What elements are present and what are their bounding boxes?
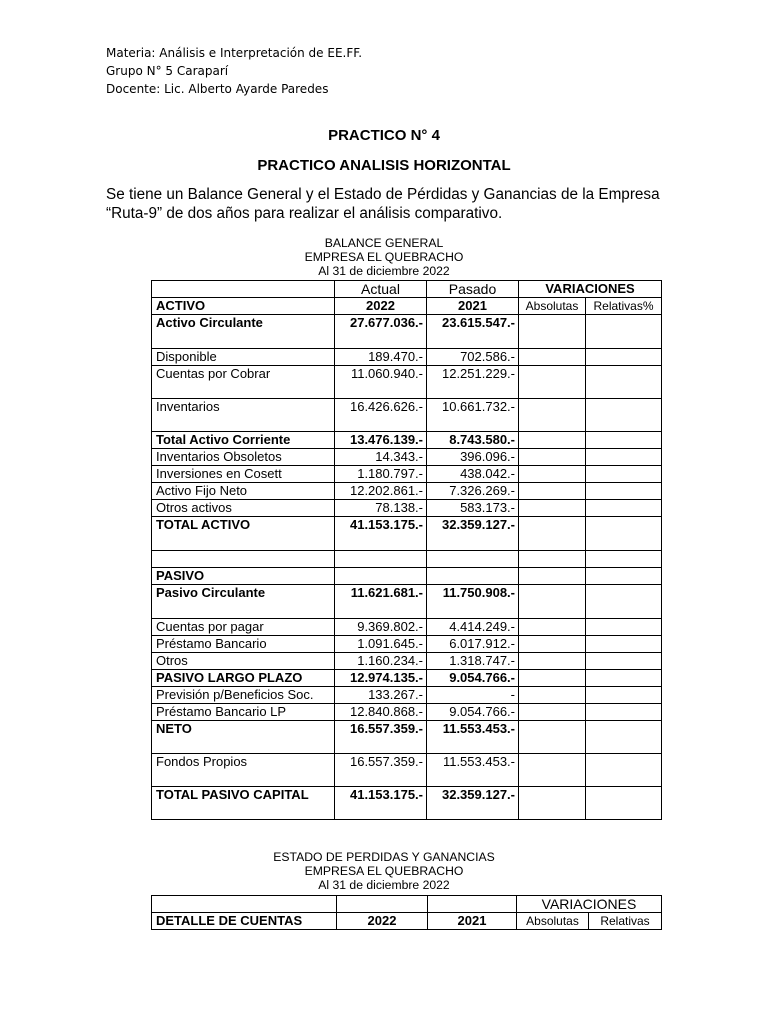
head-2022: 2022: [335, 298, 427, 315]
row-value-2022: 16.557.359.-: [335, 721, 427, 754]
row-value-2021: 4.414.249.-: [427, 619, 519, 636]
row-var-absoluta: [519, 687, 586, 704]
head-2021: 2021: [427, 298, 519, 315]
row-value-2022: 41.153.175.-: [335, 787, 427, 820]
row-value-2021: 32.359.127.-: [427, 517, 519, 551]
row-value-2021: [427, 551, 519, 568]
row-label: Cuentas por pagar: [152, 619, 335, 636]
table-row: [152, 500, 662, 517]
row-var-absoluta: [519, 585, 586, 619]
document-header: [106, 44, 362, 98]
row-var-relativa: [586, 449, 662, 466]
row-var-relativa: [586, 704, 662, 721]
balance-caption-title: BALANCE GENERAL: [324, 236, 444, 250]
row-var-absoluta: [519, 432, 586, 449]
row-var-relativa: [586, 349, 662, 366]
pyg-table: [151, 895, 662, 930]
table-row: [152, 670, 662, 687]
row-value-2022: 1.180.797.-: [335, 466, 427, 483]
row-value-2021: 6.017.912.-: [427, 636, 519, 653]
row-label: Préstamo Bancario: [152, 636, 335, 653]
row-value-2021: 8.743.580.-: [427, 432, 519, 449]
row-value-2022: 78.138.-: [335, 500, 427, 517]
table-row: [152, 568, 662, 585]
row-label: Fondos Propios: [152, 754, 335, 787]
row-var-relativa: [586, 568, 662, 585]
table-row: [152, 466, 662, 483]
row-value-2022: 41.153.175.-: [335, 517, 427, 551]
table-row: [152, 366, 662, 399]
pyg-caption-date: Al 31 de diciembre 2022: [318, 878, 450, 892]
row-label: Otros: [152, 653, 335, 670]
pyg-head-detalle: DETALLE DE CUENTAS: [152, 913, 337, 930]
table-row: [152, 449, 662, 466]
row-value-2022: 1.160.234.-: [335, 653, 427, 670]
head-activo: ACTIVO: [152, 298, 335, 315]
balance-header-row-1: [152, 281, 662, 298]
row-value-2022: [335, 568, 427, 585]
row-value-2022: 1.091.645.-: [335, 636, 427, 653]
row-var-relativa: [586, 366, 662, 399]
row-value-2021: 7.326.269.-: [427, 483, 519, 500]
row-var-absoluta: [519, 619, 586, 636]
table-row: [152, 687, 662, 704]
intro-line-1: Se tiene un Balance General y el Estado de Pérdidas y Ganancias de la Empresa: [106, 186, 660, 203]
pyg-head-2021: 2021: [428, 913, 517, 930]
pyg-head-relativas: Relativas: [589, 913, 662, 930]
grupo-line: Grupo N° 5 Caraparí: [106, 64, 229, 78]
table-row: [152, 704, 662, 721]
row-var-absoluta: [519, 366, 586, 399]
row-value-2022: [335, 551, 427, 568]
row-value-2021: 9.054.766.-: [427, 704, 519, 721]
table-row: [152, 585, 662, 619]
row-label: PASIVO: [152, 568, 335, 585]
row-var-absoluta: [519, 653, 586, 670]
row-value-2022: 16.426.626.-: [335, 399, 427, 432]
balance-table: [151, 280, 662, 820]
intro-line-2: “Ruta-9” de dos años para realizar el análisis comparativo.: [106, 205, 503, 222]
row-label: Cuentas por Cobrar: [152, 366, 335, 399]
row-var-absoluta: [519, 399, 586, 432]
head-variaciones: VARIACIONES: [519, 281, 662, 298]
row-label: Otros activos: [152, 500, 335, 517]
table-row: [152, 399, 662, 432]
row-label: Disponible: [152, 349, 335, 366]
pyg-head-2022: 2022: [337, 913, 428, 930]
materia-line: Materia: Análisis e Interpretación de EE.FF.: [106, 46, 363, 60]
row-label: Total Activo Corriente: [152, 432, 335, 449]
row-label: NETO: [152, 721, 335, 754]
table-row: [152, 432, 662, 449]
intro-paragraph: [106, 185, 666, 223]
balance-caption: [0, 236, 768, 278]
row-var-relativa: [586, 432, 662, 449]
row-value-2021: 1.318.747.-: [427, 653, 519, 670]
row-value-2021: 396.096.-: [427, 449, 519, 466]
row-value-2022: 9.369.802.-: [335, 619, 427, 636]
table-row: [152, 754, 662, 787]
row-var-absoluta: [519, 754, 586, 787]
row-label: TOTAL ACTIVO: [152, 517, 335, 551]
row-value-2022: 189.470.-: [335, 349, 427, 366]
row-label: Inventarios: [152, 399, 335, 432]
row-label: Inversiones en Cosett: [152, 466, 335, 483]
pyg-caption-title: ESTADO DE PERDIDAS Y GANANCIAS: [273, 850, 495, 864]
row-var-absoluta: [519, 449, 586, 466]
row-value-2021: 32.359.127.-: [427, 787, 519, 820]
row-label: Previsión p/Beneficios Soc.: [152, 687, 335, 704]
row-var-relativa: [586, 315, 662, 349]
row-var-absoluta: [519, 704, 586, 721]
practice-title: PRACTICO ANALISIS HORIZONTAL: [257, 157, 511, 174]
row-var-absoluta: [519, 483, 586, 500]
row-var-absoluta: [519, 568, 586, 585]
row-value-2021: 11.553.453.-: [427, 754, 519, 787]
row-var-absoluta: [519, 349, 586, 366]
table-row: [152, 315, 662, 349]
row-var-relativa: [586, 585, 662, 619]
head-pasado: Pasado: [427, 281, 519, 298]
table-row: [152, 517, 662, 551]
row-label: TOTAL PASIVO CAPITAL: [152, 787, 335, 820]
balance-caption-date: Al 31 de diciembre 2022: [318, 264, 450, 278]
row-value-2022: 27.677.036.-: [335, 315, 427, 349]
row-value-2021: 11.553.453.-: [427, 721, 519, 754]
row-value-2022: 11.621.681.-: [335, 585, 427, 619]
row-var-relativa: [586, 754, 662, 787]
balance-caption-company: EMPRESA EL QUEBRACHO: [304, 250, 464, 264]
table-row: [152, 619, 662, 636]
row-var-relativa: [586, 399, 662, 432]
head-actual: Actual: [335, 281, 427, 298]
table-row: [152, 349, 662, 366]
row-label: Activo Circulante: [152, 315, 335, 349]
practice-number-title: PRACTICO N° 4: [328, 127, 440, 144]
row-value-2022: 13.476.139.-: [335, 432, 427, 449]
pyg-header-row-2: [152, 913, 662, 930]
row-label: PASIVO LARGO PLAZO: [152, 670, 335, 687]
balance-header-row-2: [152, 298, 662, 315]
row-var-absoluta: [519, 315, 586, 349]
row-label: Inventarios Obsoletos: [152, 449, 335, 466]
row-label: Activo Fijo Neto: [152, 483, 335, 500]
row-label: Préstamo Bancario LP: [152, 704, 335, 721]
row-value-2021: 12.251.229.-: [427, 366, 519, 399]
row-var-absoluta: [519, 636, 586, 653]
table-row: [152, 787, 662, 820]
pyg-head-absolutas: Absolutas: [517, 913, 589, 930]
pyg-head-variaciones: VARIACIONES: [517, 896, 662, 913]
row-var-relativa: [586, 483, 662, 500]
row-var-relativa: [586, 517, 662, 551]
row-value-2022: 12.202.861.-: [335, 483, 427, 500]
row-var-relativa: [586, 636, 662, 653]
row-value-2021: 11.750.908.-: [427, 585, 519, 619]
row-value-2022: 14.343.-: [335, 449, 427, 466]
pyg-header-row-1: [152, 896, 662, 913]
row-var-absoluta: [519, 670, 586, 687]
row-value-2022: 12.840.868.-: [335, 704, 427, 721]
row-var-absoluta: [519, 517, 586, 551]
row-value-2022: 133.267.-: [335, 687, 427, 704]
row-label: [152, 551, 335, 568]
row-value-2021: 583.173.-: [427, 500, 519, 517]
row-value-2021: [427, 568, 519, 585]
row-var-relativa: [586, 466, 662, 483]
row-value-2021: -: [427, 687, 519, 704]
row-value-2022: 12.974.135.-: [335, 670, 427, 687]
row-var-absoluta: [519, 466, 586, 483]
row-var-relativa: [586, 670, 662, 687]
docente-line: Docente: Lic. Alberto Ayarde Paredes: [106, 82, 329, 96]
head-absolutas: Absolutas: [519, 298, 586, 315]
row-value-2021: 702.586.-: [427, 349, 519, 366]
row-var-absoluta: [519, 721, 586, 754]
row-value-2021: 9.054.766.-: [427, 670, 519, 687]
row-var-relativa: [586, 500, 662, 517]
row-var-absoluta: [519, 500, 586, 517]
table-row: [152, 636, 662, 653]
row-var-relativa: [586, 787, 662, 820]
row-var-relativa: [586, 551, 662, 568]
row-value-2021: 10.661.732.-: [427, 399, 519, 432]
row-value-2021: 438.042.-: [427, 466, 519, 483]
table-row: [152, 721, 662, 754]
row-var-relativa: [586, 721, 662, 754]
row-value-2021: 23.615.547.-: [427, 315, 519, 349]
row-var-relativa: [586, 619, 662, 636]
head-relativas: Relativas%: [586, 298, 662, 315]
table-row: [152, 653, 662, 670]
table-row: [152, 551, 662, 568]
row-var-relativa: [586, 653, 662, 670]
row-var-absoluta: [519, 551, 586, 568]
table-row: [152, 483, 662, 500]
row-var-absoluta: [519, 787, 586, 820]
row-value-2022: 16.557.359.-: [335, 754, 427, 787]
row-var-relativa: [586, 687, 662, 704]
pyg-caption-company: EMPRESA EL QUEBRACHO: [304, 864, 464, 878]
pyg-caption: [0, 850, 768, 892]
row-value-2022: 11.060.940.-: [335, 366, 427, 399]
row-label: Pasivo Circulante: [152, 585, 335, 619]
